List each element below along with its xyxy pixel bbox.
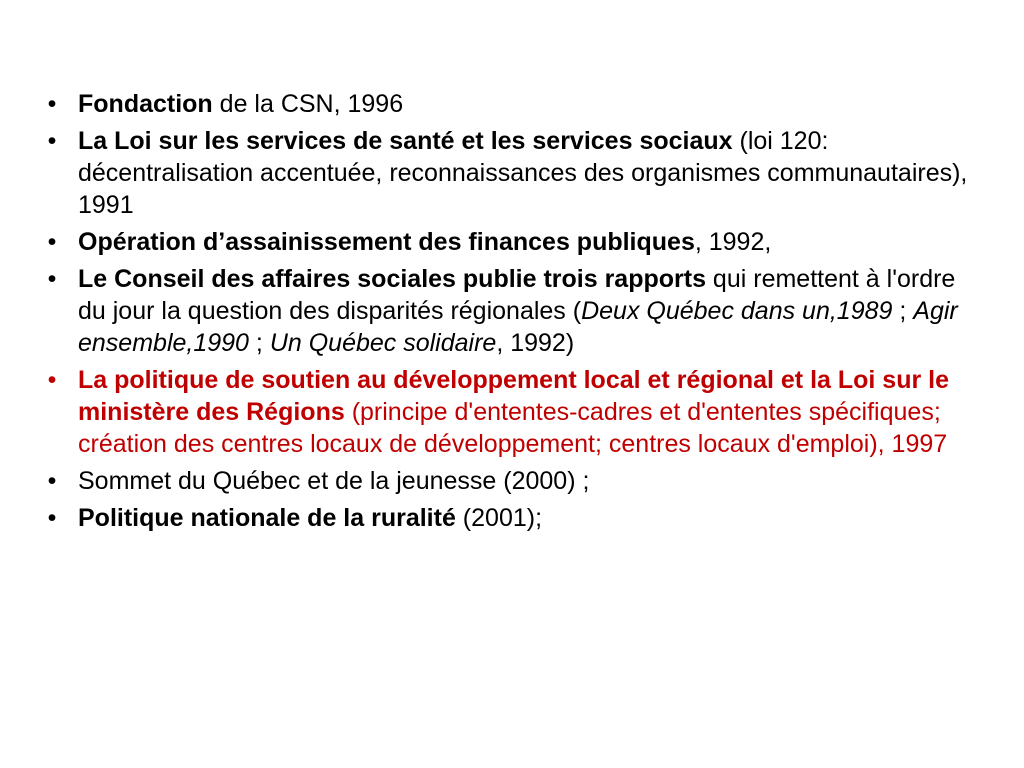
list-item	[40, 88, 990, 120]
item-bold-text: La politique de soutien au développement local et régional et la Loi sur le ministère des Régions	[78, 366, 949, 426]
list-item	[40, 125, 990, 221]
item-bold-text: La Loi sur les services de santé et les services sociaux	[78, 127, 733, 155]
item-text: , 1992)	[496, 329, 575, 357]
bullet-icon: •	[47, 366, 57, 394]
bullet-icon: •	[47, 90, 57, 118]
bullet-list	[40, 88, 990, 539]
bullet-icon: •	[47, 467, 57, 495]
item-bold-text: Opération d’assainissement des finances publiques	[78, 228, 695, 256]
list-item-highlighted	[40, 364, 990, 460]
item-text: Sommet du Québec et de la jeunesse (2000) ;	[78, 467, 590, 495]
item-text: , 1992,	[694, 228, 772, 256]
item-text: qui remettent à l'ordre du jour la question des disparités régionales (	[78, 265, 956, 325]
list-item	[40, 502, 990, 534]
item-text: de la CSN, 1996	[212, 90, 404, 118]
item-italic-title: Un Québec solidaire	[269, 329, 497, 357]
item-italic-title: Agir ensemble,1990	[78, 297, 958, 357]
list-item	[40, 465, 990, 497]
item-text: (loi 120: décentralisation accentuée, reconnaissances des organismes communautaires), 1991	[78, 127, 968, 219]
bullet-icon: •	[47, 504, 57, 532]
item-bold-text: Fondaction	[78, 90, 213, 118]
item-text: ;	[892, 297, 914, 325]
list-item	[40, 263, 990, 359]
bullet-icon: •	[47, 127, 57, 155]
list-item	[40, 226, 990, 258]
item-text: ;	[248, 329, 270, 357]
item-bold-text: Le Conseil des affaires sociales publie trois rapports	[78, 265, 706, 293]
item-bold-text: Politique nationale de la ruralité	[78, 504, 456, 532]
item-italic-title: Deux Québec dans un,1989	[581, 297, 893, 325]
item-text: (2001);	[455, 504, 543, 532]
bullet-icon: •	[47, 228, 57, 256]
item-text: (principe d'ententes-cadres et d'ententes spécifiques; création des centres locaux de développement; centres locaux d'emploi), 1997	[78, 398, 948, 458]
bullet-icon: •	[47, 265, 57, 293]
